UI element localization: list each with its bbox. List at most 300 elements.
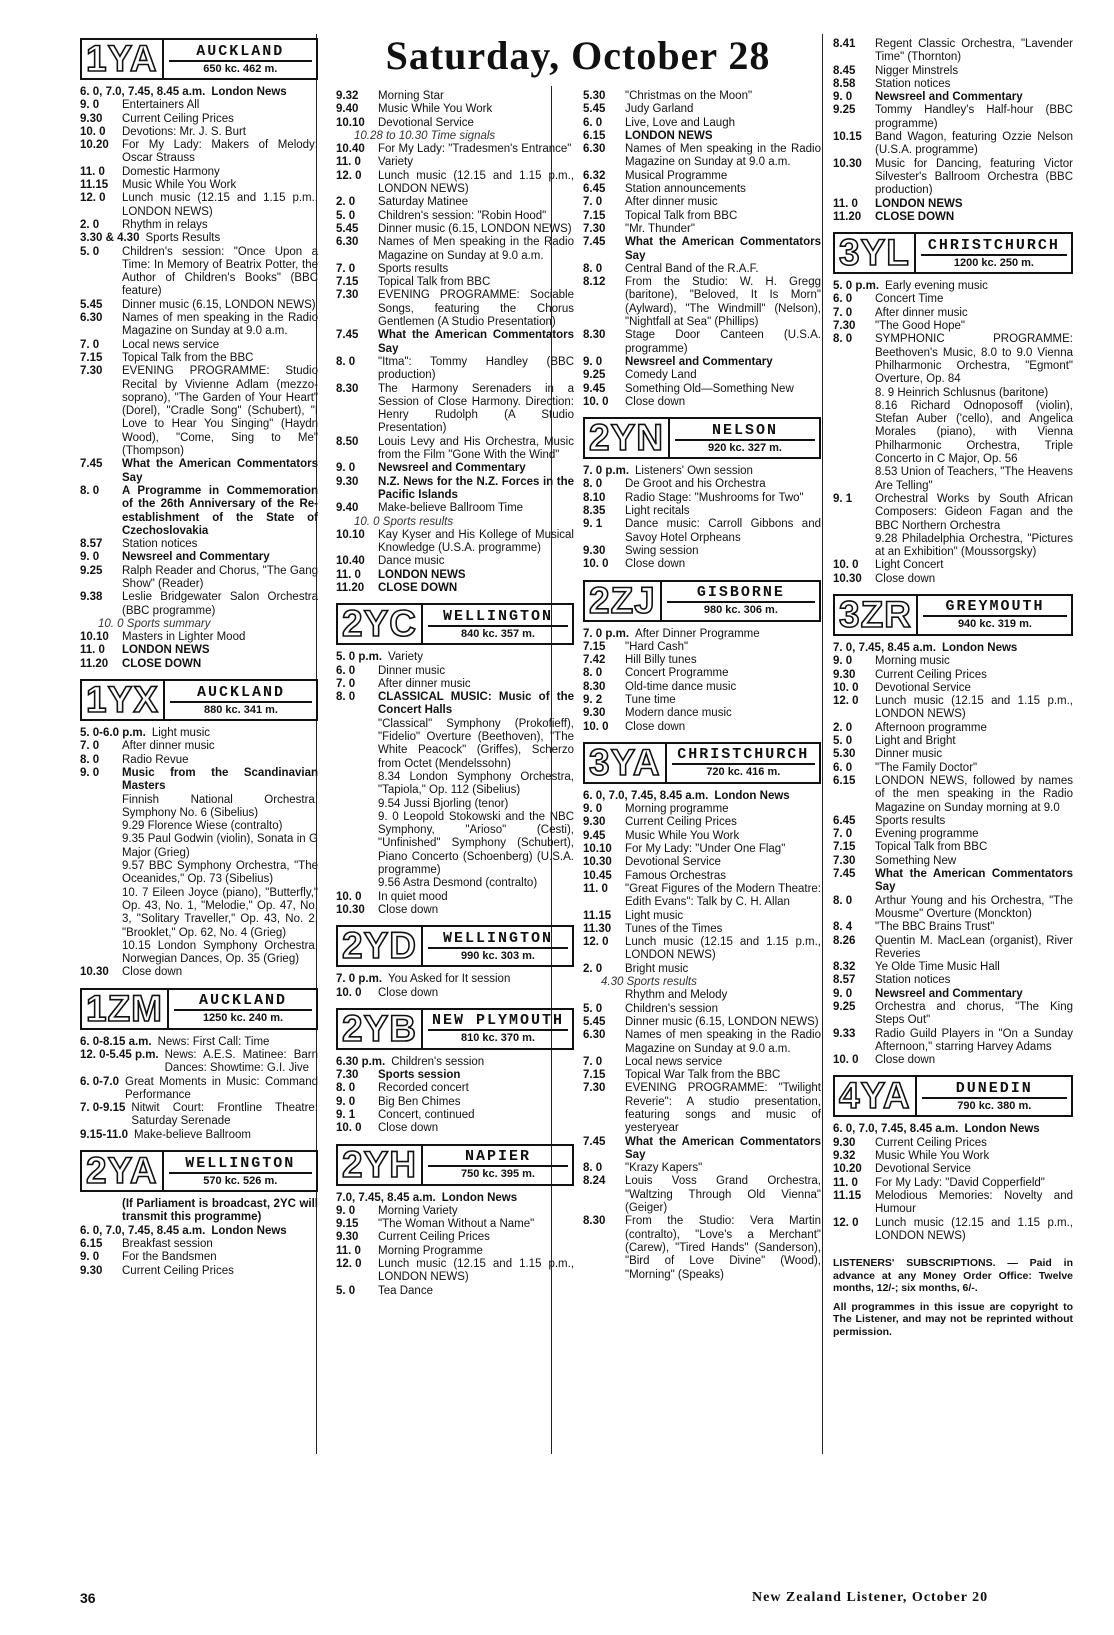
entry-text: You Asked for It session — [388, 973, 511, 986]
entry-indent — [336, 798, 378, 811]
schedule-entry — [583, 1029, 821, 1056]
entry-time: 6. 0 — [336, 664, 356, 677]
entry-time: 9. 0 — [336, 1204, 356, 1217]
column-2 — [336, 90, 574, 1306]
entry-text: Recorded concert — [378, 1082, 469, 1095]
schedule-entry — [833, 988, 1073, 1001]
entry-text: Breakfast session — [122, 1237, 213, 1250]
schedule-entry — [833, 855, 1073, 868]
schedule-entry — [833, 775, 1073, 815]
entry-text: Children's session — [391, 1055, 485, 1068]
entry-text: Close down — [378, 986, 439, 999]
entry-text: Current Ceiling Prices — [122, 1264, 234, 1277]
station-city: WELLINGTON — [428, 608, 568, 627]
entry-text: 8.53 Union of Teachers, "The Heavens Are Telling" — [875, 466, 1073, 492]
entry-time: 6. 0, 7.0, 7.45, 8.45 a.m. — [833, 1123, 959, 1136]
station-callsign: 3YA — [589, 744, 667, 782]
schedule-entry — [583, 276, 821, 329]
entry-time: 11. 0 — [833, 1176, 858, 1189]
entry-text: Radio Guild Players in "On a Sunday Afternoon," starring Harvey Adams — [875, 1027, 1073, 1053]
entry-text: LONDON NEWS — [122, 644, 210, 657]
schedule-entry — [336, 1109, 574, 1122]
entry-text: Current Ceiling Prices — [875, 668, 987, 681]
schedule-entry — [583, 545, 821, 558]
station-info — [667, 584, 815, 617]
entry-time: 7. 0 — [833, 306, 853, 319]
station-info — [923, 598, 1067, 631]
entry-time: 8.30 — [583, 1215, 606, 1228]
entry-text: Topical Talk from the BBC — [122, 351, 254, 364]
section-gap — [336, 1298, 574, 1306]
station-info — [169, 43, 312, 76]
entry-text: LONDON NEWS — [875, 197, 963, 210]
schedule-entry — [80, 740, 318, 753]
entry-time: 9. 1 — [336, 1109, 356, 1121]
schedule-entry — [833, 1123, 1073, 1136]
entry-text: "The Good Hope" — [875, 320, 965, 333]
schedule-entry — [336, 904, 574, 917]
entry-time: 5. 0 — [833, 735, 853, 748]
schedule-entry — [336, 1096, 574, 1109]
entry-text: London News — [941, 641, 1018, 654]
station-frequency: 790 kc. 380 m. — [957, 1099, 1032, 1112]
schedule-entry — [833, 333, 1073, 386]
entry-time: 7.30 — [583, 222, 606, 235]
entry-time: 5. 0-6.0 p.m. — [80, 727, 146, 740]
entry-text: For My Lady: Makers of Melody: Oscar Strauss — [122, 139, 318, 165]
schedule-entry — [833, 722, 1073, 735]
schedule-entry — [80, 631, 318, 644]
station-header — [833, 594, 1073, 636]
schedule-entry — [336, 718, 574, 771]
entry-text: "Mr. Thunder" — [625, 222, 695, 235]
schedule-entry — [336, 1069, 574, 1082]
schedule-entry — [583, 210, 821, 223]
entry-time: 8.45 — [833, 64, 856, 77]
entry-time: 12. 0-5.45 p.m. — [80, 1049, 159, 1061]
entry-text: Close down — [625, 720, 686, 733]
schedule-entry — [80, 179, 318, 192]
schedule-entry — [336, 236, 574, 263]
station-header — [80, 988, 318, 1030]
station-city: GISBORNE — [667, 584, 815, 603]
entry-time: 9. 0 — [80, 551, 100, 564]
station-city: CHRISTCHURCH — [672, 746, 815, 765]
entry-text: From the Studio: W. H. Gregg (baritone), "Beloved, It Is Morn" (Aylward), "The Windmill" (Nelson), "Nightfall at Sea" (Phillips) — [625, 276, 821, 329]
entry-time: 7.15 — [833, 841, 856, 854]
entry-text: "Itma": Tommy Handley (BBC production) — [378, 355, 574, 382]
station-frequency: 1250 kc. 240 m. — [202, 1012, 284, 1025]
schedule-entry — [833, 1217, 1073, 1244]
entry-text: Topical Talk from BBC — [875, 841, 988, 854]
entry-time: 5. 0 — [80, 245, 100, 258]
entry-time: 8.26 — [833, 934, 856, 947]
entry-time: 10.20 — [80, 139, 109, 152]
schedule-entry — [833, 669, 1073, 682]
schedule-entry — [80, 820, 318, 833]
schedule-entry — [80, 1225, 318, 1238]
entry-text: Light recitals — [625, 505, 690, 518]
entry-time: 11.20 — [80, 657, 109, 670]
schedule-entry — [833, 1137, 1073, 1150]
schedule-entry — [583, 117, 821, 130]
schedule-entry — [80, 126, 318, 139]
entry-text: Early evening music — [885, 280, 988, 293]
entry-text: EVENING PROGRAMME: Sociable Songs, featuring the Chorus Gentlemen (A Studio Presentation) — [378, 289, 574, 329]
schedule-entry — [583, 883, 821, 910]
schedule-entry — [583, 963, 821, 976]
entry-time: 11.30 — [583, 922, 612, 935]
entry-time: 6.45 — [833, 814, 856, 827]
station-header — [833, 1075, 1073, 1117]
entry-text: Current Ceiling Prices — [875, 1136, 987, 1149]
entry-text: Light and Bright — [875, 735, 956, 748]
schedule-entry — [833, 387, 1073, 400]
schedule-entry — [80, 1251, 318, 1264]
schedule-entry — [833, 1163, 1073, 1176]
schedule-entry — [583, 356, 821, 369]
entry-time: 9. 1 — [583, 518, 603, 531]
entry-time: 11. 0 — [583, 882, 608, 895]
schedule-entry — [583, 830, 821, 843]
schedule-entry — [833, 280, 1073, 293]
schedule-entry — [833, 131, 1073, 158]
entry-time: 8. 0 — [80, 484, 100, 497]
entry-indent — [833, 400, 875, 466]
schedule-entry — [583, 170, 821, 183]
entry-text: Topical Talk from BBC — [378, 276, 491, 289]
entry-indent — [336, 877, 378, 890]
entry-time: 8.12 — [583, 276, 606, 289]
entry-text: After dinner music — [122, 740, 215, 753]
entry-text: Sports session — [378, 1069, 461, 1082]
entry-text: Dinner music — [378, 664, 446, 677]
schedule-entry — [583, 396, 821, 409]
entry-time: 9.30 — [80, 1264, 103, 1277]
entry-text: Morning programme — [625, 803, 729, 816]
station-header — [80, 38, 318, 80]
schedule-entry — [583, 478, 821, 491]
schedule-entry — [80, 113, 318, 126]
entry-indent — [336, 811, 378, 877]
entry-time: 10.10 — [80, 631, 109, 644]
schedule-entry — [833, 961, 1073, 974]
entry-text: What the American Commentators Say — [122, 458, 318, 484]
entry-time: 7.30 — [336, 289, 359, 302]
entry-text: Names of men speaking in the Radio Magazine on Sunday at 9.0 a.m. — [625, 1029, 821, 1055]
entry-time: 5.30 — [583, 90, 606, 102]
station-callsign: 2YA — [86, 1152, 164, 1190]
entry-text: London News — [211, 86, 287, 98]
entry-text: Afternoon programme — [875, 721, 987, 734]
entry-text: London News — [714, 789, 790, 802]
entry-text: Dance music — [378, 555, 445, 568]
entry-time: 11. 0 — [336, 568, 361, 581]
section-gap — [80, 1142, 318, 1150]
station-callsign: 2YC — [342, 605, 423, 643]
entry-text: Kay Kyser and His Kollege of Musical Knowledge (U.S.A. programme) — [378, 528, 574, 555]
schedule-entry — [80, 458, 318, 485]
station-callsign: 2ZJ — [589, 582, 662, 620]
entry-text: 8.34 London Symphony Orchestra, "Tapiola," Op. 112 (Sibelius) — [378, 770, 574, 797]
schedule-entry — [336, 210, 574, 223]
station-city: AUCKLAND — [169, 43, 312, 62]
entry-time: 7.30 — [80, 365, 103, 378]
entry-text: Newsreel and Commentary — [625, 355, 773, 368]
schedule-entry — [80, 86, 318, 99]
entry-text: "The Family Doctor" — [875, 761, 978, 774]
schedule-entry — [80, 339, 318, 352]
entry-text: Music While You Work — [625, 829, 740, 842]
schedule-entry — [80, 219, 318, 232]
entry-text: Devotional Service — [625, 856, 721, 869]
schedule-entry — [336, 798, 574, 811]
entry-text: Music While You Work — [122, 179, 237, 192]
entry-text: Swing session — [625, 544, 699, 557]
entry-text: CLOSE DOWN — [875, 210, 955, 223]
entry-text: For My Lady: "David Copperfield" — [875, 1176, 1045, 1189]
entry-time: 6. 0, 7.0, 7.45, 8.45 a.m. — [80, 1224, 206, 1237]
entry-time: 8.10 — [583, 491, 606, 504]
entry-time: 12. 0 — [583, 936, 609, 949]
entry-text: Names of Men speaking in the Radio Magazine on Sunday at 9.0 a.m. — [378, 236, 574, 262]
entry-time: 5.30 — [833, 748, 856, 761]
entry-text: 9.54 Jussi Bjorling (tenor) — [378, 797, 509, 810]
station-city: WELLINGTON — [428, 930, 568, 949]
schedule-entry — [336, 691, 574, 718]
schedule-entry — [336, 569, 574, 582]
entry-text: Sports results — [875, 814, 946, 827]
entry-text: After dinner music — [625, 196, 718, 209]
schedule-entry — [336, 1192, 574, 1205]
entry-time: 7.30 — [583, 1082, 606, 1095]
entry-text: Names of men speaking in the Radio Magazine on Sunday at 9.0 a.m. — [122, 312, 318, 338]
schedule-entry — [583, 223, 821, 236]
entry-time: 6.30 — [583, 143, 606, 156]
schedule-entry — [80, 246, 318, 299]
entry-time: 9.40 — [336, 502, 359, 515]
station-header — [80, 1150, 318, 1192]
station-city: WELLINGTON — [169, 1155, 312, 1174]
station-info — [922, 1080, 1067, 1113]
entry-time: 9.40 — [336, 103, 359, 116]
schedule-entry — [583, 465, 821, 478]
entry-text: Big Ben Chimes — [378, 1095, 461, 1108]
entry-text: Children's session: "Robin Hood" — [378, 209, 547, 222]
schedule-entry — [583, 558, 821, 571]
entry-time: 9.25 — [833, 104, 856, 117]
station-city: CHRISTCHURCH — [921, 237, 1067, 256]
schedule-entry — [336, 529, 574, 556]
station-header — [583, 742, 821, 784]
schedule-note: 4.30 Sports results — [601, 976, 697, 989]
entry-time: 12. 0 — [336, 1258, 362, 1271]
schedule-entry — [583, 1136, 821, 1163]
station-city: AUCKLAND — [174, 992, 312, 1011]
schedule-entry — [583, 707, 821, 720]
entry-time: 3.30 & 4.30 — [80, 232, 140, 245]
section-gap — [583, 734, 821, 742]
entry-text: Music While You Work — [378, 103, 493, 116]
schedule-entry — [583, 196, 821, 209]
entry-time: 7. 0 — [833, 828, 853, 841]
station-city: NELSON — [675, 422, 815, 441]
entry-text: LONDON NEWS — [625, 129, 713, 142]
entry-time: 5.45 — [80, 298, 103, 311]
column-3 — [583, 90, 821, 1290]
schedule-entry — [80, 727, 318, 740]
station-header — [336, 925, 574, 967]
entry-time: 9. 0 — [833, 987, 853, 1000]
entry-time: 6.30 — [336, 236, 359, 249]
entry-text: Local news service — [122, 338, 220, 351]
entry-text: What the American Commentators Say — [875, 868, 1073, 894]
schedule-entry — [583, 1162, 821, 1175]
schedule-entry — [80, 232, 318, 245]
entry-time: 8.58 — [833, 77, 856, 90]
entry-text: Light Concert — [875, 559, 944, 572]
entry-time: 7. 0, 7.45, 8.45 a.m. — [833, 641, 936, 654]
entry-time: 7.45 — [336, 329, 359, 342]
schedule-entry — [583, 143, 821, 170]
entry-text: Louis Voss Grand Orchestra, "Waltzing Through Old Vienna" (Geiger) — [625, 1175, 821, 1215]
entry-time: 10.30 — [833, 157, 862, 170]
schedule-entry — [833, 65, 1073, 78]
schedule-entry — [833, 974, 1073, 987]
station-info — [428, 608, 568, 641]
entry-text: In quiet mood — [378, 890, 448, 903]
schedule-entry — [583, 183, 821, 196]
entry-time: 5.45 — [336, 222, 359, 235]
station-callsign: 3YL — [839, 234, 916, 272]
entry-text: Bright music — [625, 962, 689, 975]
entry-text: LONDON NEWS, followed by names of the men speaking in the Radio Magazine on Sunday morning at 9.0 — [875, 774, 1073, 814]
entry-time: 11. 0 — [80, 644, 105, 657]
entry-time: 9.38 — [80, 591, 103, 604]
entry-text: Devotional Service — [378, 116, 474, 129]
entry-text: Sports results — [378, 262, 449, 275]
schedule-entry — [336, 329, 574, 356]
schedule-entry — [833, 895, 1073, 922]
station-callsign: 2YD — [342, 927, 423, 965]
entry-text: Topical Talk from BBC — [625, 209, 738, 222]
entry-text: Music from the Scandinavian Masters — [122, 766, 318, 793]
schedule-entry — [80, 1102, 318, 1129]
entry-time: 5. 0 p.m. — [336, 651, 383, 664]
schedule-entry — [80, 833, 318, 860]
schedule-entry — [336, 462, 574, 475]
schedule-entry — [80, 1036, 318, 1049]
entry-text: What the American Commentators Say — [625, 1135, 821, 1161]
station-city: DUNEDIN — [922, 1080, 1067, 1099]
entry-time: 7.15 — [583, 640, 606, 653]
entry-text: Morning music — [875, 655, 950, 668]
schedule-entry — [833, 466, 1073, 493]
entry-text: 8.16 Richard Odnoposoff (violin), Stefan Auber ('cello), and Angelica Morales (piano), with Vienna Philharmonic Orchestra, Triple Concerto in C Major, Op. 56 — [875, 399, 1073, 466]
entry-text: London News — [964, 1123, 1040, 1136]
entry-text: Make-believe Ballroom Time — [378, 502, 524, 515]
schedule-entry — [833, 293, 1073, 306]
schedule-entry — [336, 170, 574, 197]
entry-time: 8. 0 — [583, 667, 603, 680]
schedule-entry — [583, 1082, 821, 1135]
schedule-entry — [336, 665, 574, 678]
station-header — [833, 232, 1073, 274]
entry-text: Modern dance music — [625, 707, 732, 720]
entry-text: Ralph Reader and Chorus, "The Gang Show" (Reader) — [122, 564, 318, 590]
station-callsign: 1ZM — [86, 990, 169, 1028]
schedule-entry — [80, 1198, 318, 1225]
entry-text: 9.56 Astra Desmond (contralto) — [378, 877, 538, 890]
entry-text: Orchestral Works by South African Composers: Gideon Fagan and the BBC Northern Orchestra — [875, 492, 1073, 532]
schedule-entry — [336, 263, 574, 276]
schedule-entry — [833, 815, 1073, 828]
schedule-entry — [80, 1076, 318, 1103]
entry-text: Variety — [388, 651, 423, 664]
entry-time: 6.30 p.m. — [336, 1055, 386, 1068]
entry-time: 7. 0 p.m. — [583, 627, 630, 640]
entry-time: 9.32 — [833, 1150, 856, 1163]
entry-time: 8. 0 — [583, 262, 603, 275]
entry-text: Radio Revue — [122, 753, 189, 766]
entry-time: 11.15 — [833, 1189, 862, 1202]
entry-time: 10. 0 — [583, 720, 609, 733]
entry-text: What the American Commentators Say — [625, 236, 821, 262]
entry-text: Finnish National Orchestra, Symphony No. 6 (Sibelius) — [122, 793, 318, 819]
schedule-entry — [583, 90, 821, 103]
schedule-entry — [336, 811, 574, 877]
entry-time: 7.30 — [833, 320, 856, 333]
schedule-entry — [583, 628, 821, 641]
station-header — [336, 1008, 574, 1050]
schedule-entry — [80, 1049, 318, 1076]
entry-time: 7.30 — [336, 1069, 359, 1082]
entry-text: SYMPHONIC PROGRAMME: Beethoven's Music, 8.0 to 9.0 Vienna Philharmonic Orchestra, "Egmont" Overture, Op. 84 — [875, 333, 1073, 386]
schedule-entry — [336, 1056, 574, 1069]
entry-time: 8. 0 — [336, 1082, 356, 1095]
section-gap — [336, 1000, 574, 1008]
entry-time: 9.30 — [833, 1136, 856, 1149]
entry-time: 6. 0-7.0 — [80, 1075, 119, 1088]
entry-text: Newsreel and Commentary — [875, 987, 1023, 1000]
schedule-entry — [336, 276, 574, 289]
entry-text: Topical War Talk from the BBC — [625, 1069, 781, 1082]
entry-text: CLASSICAL MUSIC: Music of the Concert Halls — [378, 691, 574, 717]
schedule-entry — [80, 860, 318, 887]
entry-time: 9.30 — [833, 668, 856, 681]
entry-time: 10.40 — [336, 555, 365, 568]
station-header — [336, 1144, 574, 1186]
entry-text: 9.57 BBC Symphony Orchestra, "The Oceanides," Op. 73 (Sibelius) — [122, 860, 318, 886]
schedule-entry — [80, 1238, 318, 1251]
entry-time: 9.30 — [583, 544, 606, 557]
entry-text: Nitwit Court: Frontline Theatre: Saturday Serenade — [131, 1102, 318, 1128]
schedule-note: 10. 0 Sports results — [354, 515, 454, 528]
entry-time: 10.45 — [583, 869, 612, 882]
entry-indent — [80, 794, 122, 821]
column-4 — [833, 38, 1073, 1338]
entry-time: 8.24 — [583, 1175, 606, 1188]
entry-text: 10. 7 Eileen Joyce (piano), "Butterfly," Op. 43, No. 1, "Melodie," Op. 47, No. 3, "Solitary Traveller," Op. 43, No. 2, "Brooklet," Op. 62, No. 4 (Grieg) — [122, 886, 318, 939]
entry-text: Sports Results — [145, 232, 221, 245]
entry-text: Station notices — [875, 77, 951, 90]
schedule-entry — [833, 828, 1073, 841]
entry-text: Close down — [625, 558, 686, 571]
entry-time: 7. 0-9.15 — [80, 1102, 126, 1115]
section-gap — [336, 595, 574, 603]
entry-text: Melodious Memories: Novelty and Humour — [875, 1189, 1073, 1216]
entry-time: 10.40 — [336, 143, 365, 156]
